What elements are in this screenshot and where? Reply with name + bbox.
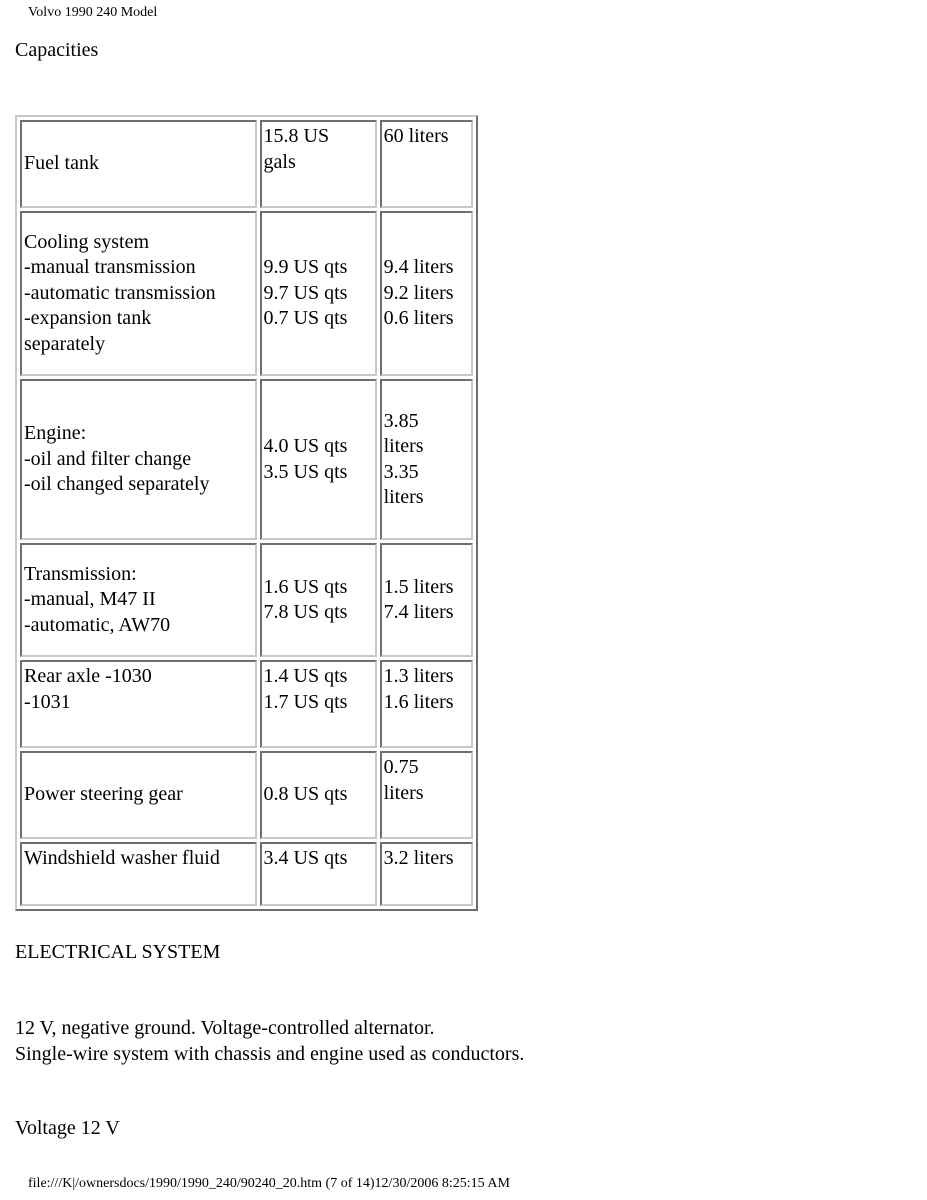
section-title-capacities: Capacities	[15, 39, 99, 61]
row-label: Fuel tank	[20, 120, 257, 208]
row-label: Rear axle -1030 -1031	[20, 660, 257, 748]
row-metric-value: 1.5 liters 7.4 liters	[380, 543, 473, 657]
table-row	[20, 842, 473, 906]
row-metric-value: 60 liters	[380, 120, 473, 208]
row-label: Engine: -oil and filter change -oil changed separately	[20, 379, 257, 540]
row-label: Cooling system -manual transmission -automatic transmission -expansion tank separately	[20, 211, 257, 376]
row-us-value: 1.4 US qts 1.7 US qts	[260, 660, 377, 748]
row-metric-value: 9.4 liters 9.2 liters 0.6 liters	[380, 211, 473, 376]
row-metric-value: 0.75 liters	[380, 751, 473, 839]
row-label: Windshield washer fluid	[20, 842, 257, 906]
table-row	[20, 211, 473, 376]
row-us-value: 0.8 US qts	[260, 751, 377, 839]
row-label: Power steering gear	[20, 751, 257, 839]
table-row	[20, 120, 473, 208]
row-us-value: 4.0 US qts 3.5 US qts	[260, 379, 377, 540]
electrical-description: 12 V, negative ground. Voltage-controlled alternator. Single-wire system with chassis and engine used as conductors.	[15, 1017, 525, 1065]
capacities-table	[15, 115, 478, 911]
table-row	[20, 751, 473, 839]
table-row	[20, 660, 473, 748]
row-metric-value: 3.2 liters	[380, 842, 473, 906]
section-title-electrical: ELECTRICAL SYSTEM	[15, 941, 221, 963]
row-metric-value: 1.3 liters 1.6 liters	[380, 660, 473, 748]
page-footer-url: file:///K|/ownersdocs/1990/1990_240/90240_20.htm (7 of 14)12/30/2006 8:25:15 AM	[28, 1176, 510, 1191]
row-us-value: 3.4 US qts	[260, 842, 377, 906]
row-us-value: 15.8 US gals	[260, 120, 377, 208]
row-us-value: 9.9 US qts 9.7 US qts 0.7 US qts	[260, 211, 377, 376]
voltage-spec: Voltage 12 V	[15, 1117, 120, 1139]
table-row	[20, 379, 473, 540]
row-metric-value: 3.85 liters 3.35 liters	[380, 379, 473, 540]
row-us-value: 1.6 US qts 7.8 US qts	[260, 543, 377, 657]
page-header-title: Volvo 1990 240 Model	[28, 5, 158, 20]
table-row	[20, 543, 473, 657]
row-label: Transmission: -manual, M47 II -automatic, AW70	[20, 543, 257, 657]
